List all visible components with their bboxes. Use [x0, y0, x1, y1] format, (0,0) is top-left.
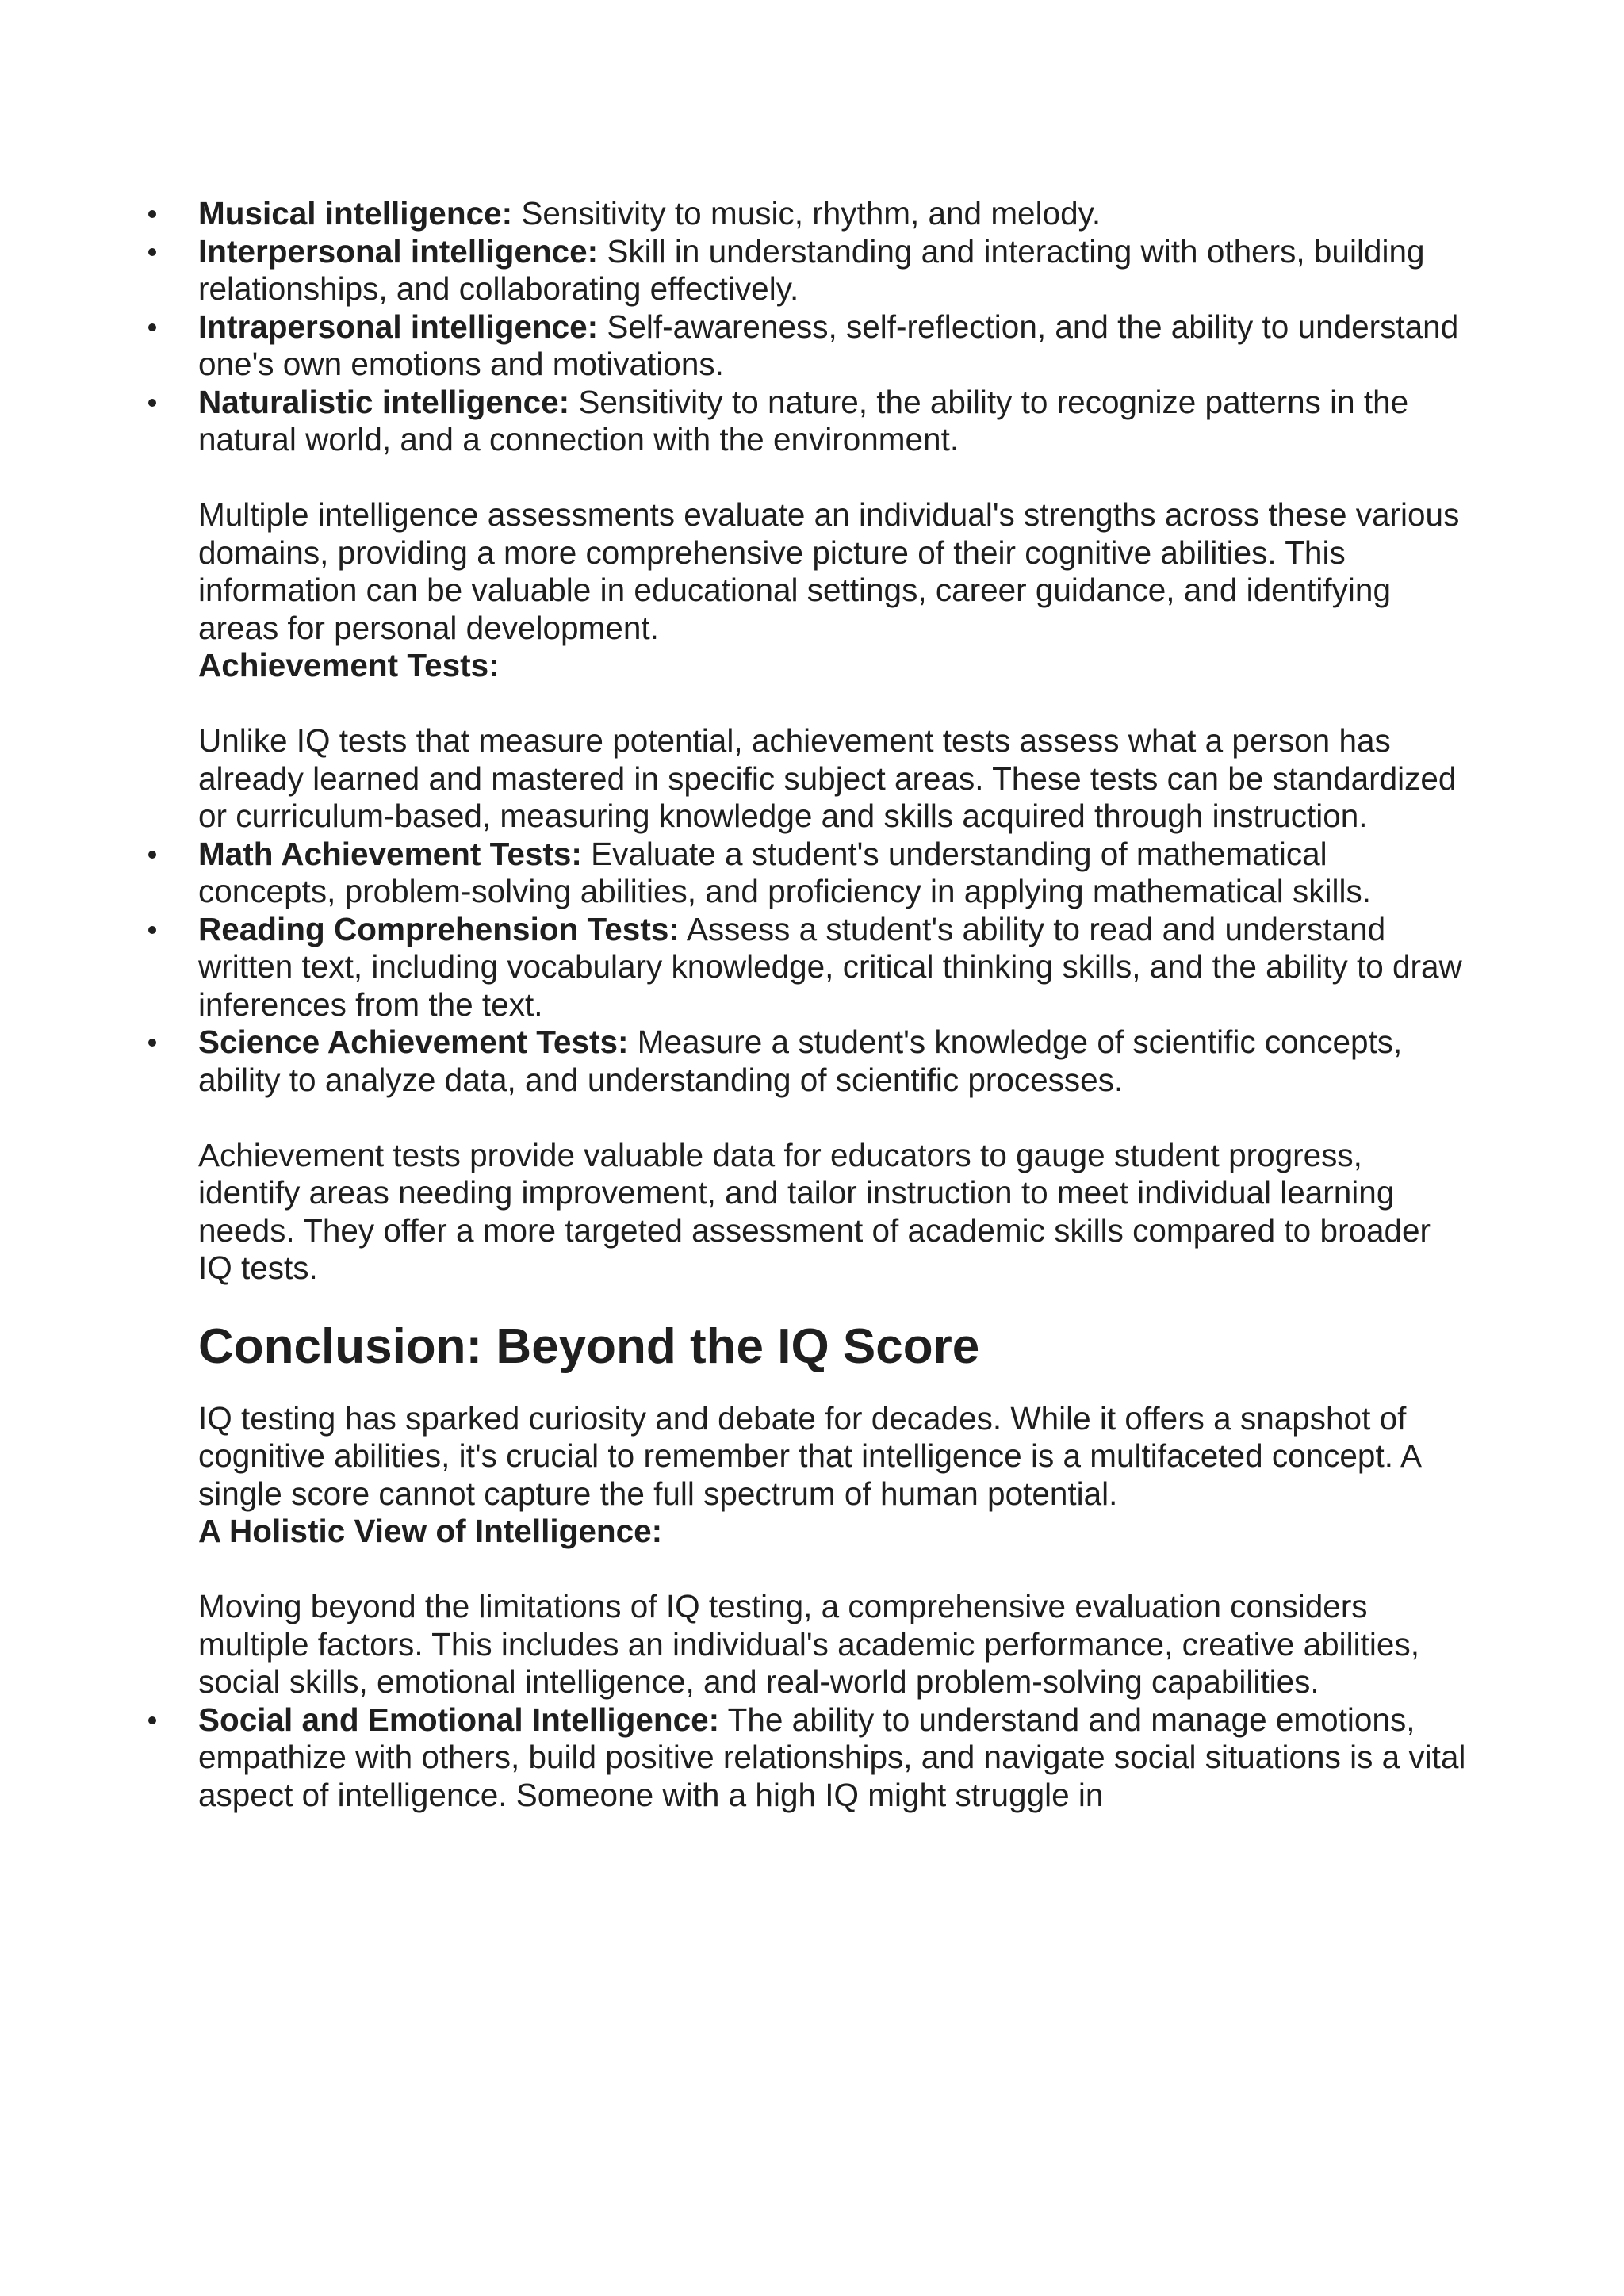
bullet-icon — [148, 323, 156, 331]
bullet-icon — [148, 399, 156, 407]
list-item-term: Math Achievement Tests: — [198, 835, 582, 872]
bullet-icon — [148, 210, 156, 218]
list-item — [198, 911, 1467, 1024]
list-item-text: Self-awareness, self-reflection, and the ability to understand one's own emotions and motivations. — [198, 308, 1459, 382]
intelligence-types-list — [198, 195, 1467, 459]
bullet-icon — [148, 851, 156, 859]
conclusion-section-title: Conclusion: Beyond the IQ Score — [198, 1318, 980, 1374]
list-item-text: Measure a student's knowledge of scientific concepts, ability to analyze data, and understanding of scientific processes. — [198, 1024, 1403, 1098]
list-item-term: Reading Comprehension Tests: — [198, 910, 680, 947]
bullet-icon — [148, 1039, 156, 1047]
achievement-tests-heading: Achievement Tests: — [198, 647, 500, 683]
paragraph-holistic-view: Moving beyond the limitations of IQ testing, a comprehensive evaluation considers multiple factors. This includes an individual's academic performance, creative abilities, social skills, emotional intelligence, and real-world problem-solving capabilities. — [198, 1588, 1419, 1700]
list-item-term: Musical intelligence: — [198, 195, 513, 232]
list-item-text: The ability to understand and manage emotions, empathize with others, build positive relationships, and navigate social situations is a vital aspect of intelligence. Someone with a high IQ might struggle in — [198, 1701, 1466, 1813]
list-item — [198, 308, 1467, 384]
list-item — [198, 1701, 1467, 1815]
list-item — [198, 1024, 1467, 1099]
paragraph-multiple-intelligence: Multiple intelligence assessments evaluate an individual's strengths across these various domains, providing a more comprehensive picture of their cognitive abilities. This information can be valuable in educational settings, career guidance, and identifying areas for personal development. — [198, 496, 1460, 646]
achievement-tests-list — [198, 836, 1467, 1100]
list-item-text: Sensitivity to music, rhythm, and melody. — [512, 195, 1101, 232]
page-content — [198, 195, 1467, 1814]
list-item — [198, 233, 1467, 308]
list-item-text: Skill in understanding and interacting with others, building relationships, and collaborating effectively. — [198, 232, 1425, 307]
list-item — [198, 836, 1467, 911]
list-item-text: Sensitivity to nature, the ability to recognize patterns in the natural world, and a connection with the environment. — [198, 383, 1409, 457]
paragraph-achievement-summary: Achievement tests provide valuable data for educators to gauge student progress, identify areas needing improvement, and tailor instruction to meet individual learning needs. They offer a more targeted assessment of academic skills compared to broader IQ tests. — [198, 1136, 1431, 1286]
list-item-term: Intrapersonal intelligence: — [198, 308, 599, 345]
holistic-factors-list — [198, 1701, 1467, 1815]
list-item-term: Interpersonal intelligence: — [198, 232, 599, 270]
list-item-term: Naturalistic intelligence: — [198, 383, 570, 420]
list-item-text: Evaluate a student's understanding of mathematical concepts, problem-solving abilities, and proficiency in applying mathematical skills. — [198, 835, 1371, 909]
bullet-icon — [148, 1716, 156, 1724]
list-item — [198, 384, 1467, 459]
bullet-icon — [148, 926, 156, 934]
list-item-text: Assess a student's ability to read and understand written text, including vocabulary knowledge, critical thinking skills, and the ability to draw inferences from the text. — [198, 910, 1462, 1023]
list-item-term: Social and Emotional Intelligence: — [198, 1701, 720, 1738]
list-item-term: Science Achievement Tests: — [198, 1024, 629, 1060]
paragraph-conclusion-intro: IQ testing has sparked curiosity and debate for decades. While it offers a snapshot of cognitive abilities, it's crucial to remember that intelligence is a multifaceted concept. A single score cannot capture the full spectrum of human potential. — [198, 1399, 1420, 1512]
holistic-view-heading: A Holistic View of Intelligence: — [198, 1513, 663, 1549]
list-item — [198, 195, 1467, 233]
paragraph-achievement-intro: Unlike IQ tests that measure potential, achievement tests assess what a person has already learned and mastered in specific subject areas. These tests can be standardized or curriculum-based, measuring knowledge and skills acquired through instruction. — [198, 722, 1457, 834]
bullet-icon — [148, 248, 156, 256]
